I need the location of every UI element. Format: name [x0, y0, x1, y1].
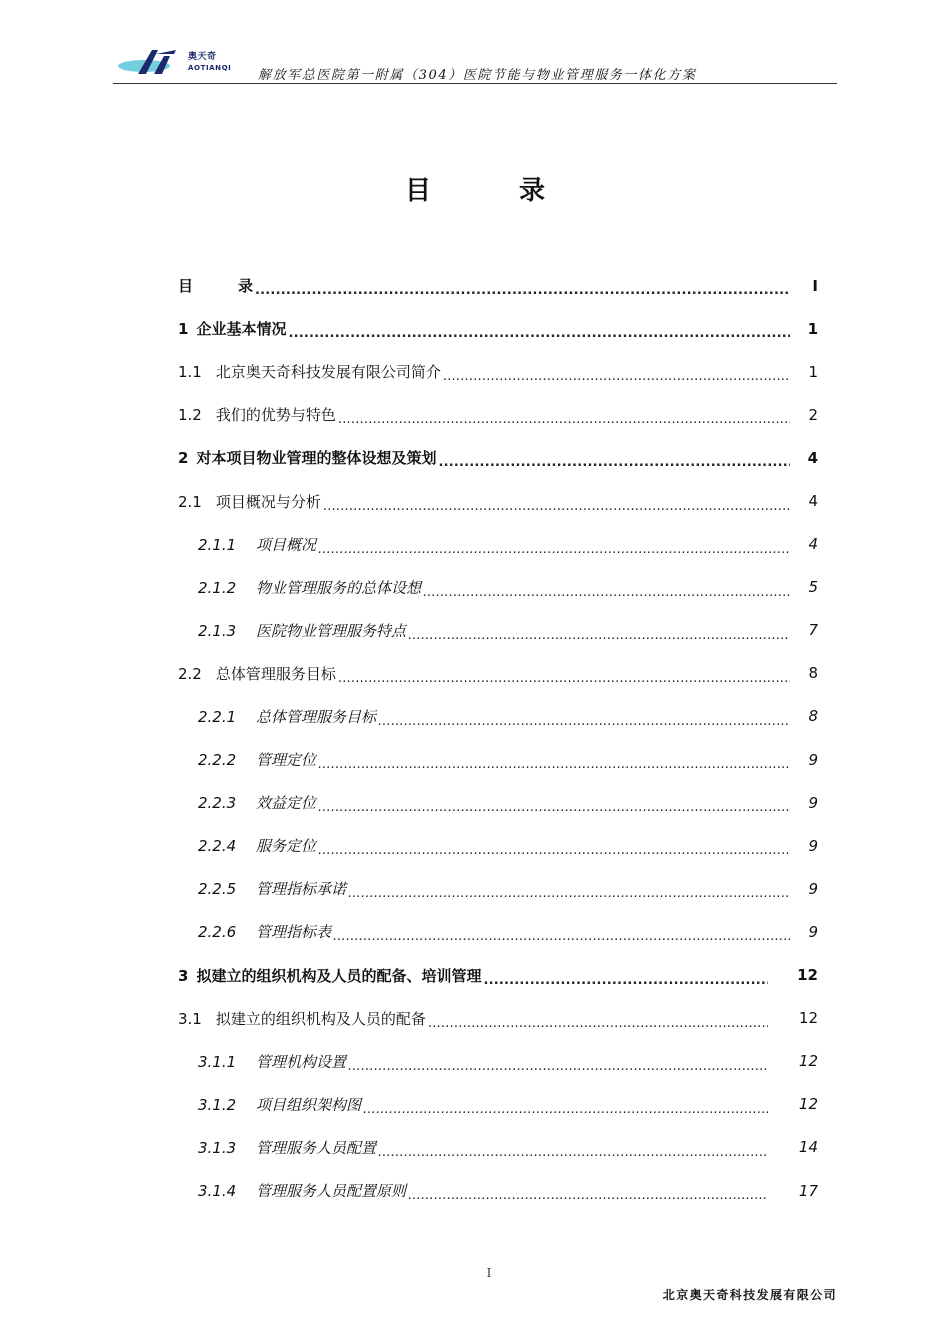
toc-entry-title: 医院物业管理服务特点	[256, 621, 407, 640]
toc-entry-page: 9	[808, 922, 818, 941]
toc-entry[interactable]	[178, 997, 818, 1040]
toc-entry-number: 2.2.1	[198, 707, 237, 726]
toc-entry-page: 9	[808, 879, 818, 898]
toc-entry-text	[198, 1180, 406, 1201]
toc-entry-number: 2.1	[178, 492, 202, 511]
toc-dot-leader	[408, 1187, 768, 1202]
toc-entry-page: 4	[808, 535, 818, 554]
toc-entry[interactable]	[178, 609, 818, 652]
toc-entry-title: 总体管理服务目标	[215, 664, 336, 683]
toc-entry-title: 项目概况与分析	[215, 492, 321, 511]
toc-entry-number: 2.2	[178, 664, 202, 683]
toc-entry-page: 8	[808, 664, 818, 683]
toc-entry-number: 2.2.5	[198, 880, 237, 899]
toc-entry-text	[198, 878, 346, 899]
toc-entry-title: 北京奥天奇科技发展有限公司简介	[215, 363, 441, 382]
toc-dot-leader	[288, 325, 790, 340]
toc-entry-page: 9	[808, 793, 818, 812]
toc-entry-text	[198, 620, 406, 641]
toc-entry-page: 12	[798, 1009, 818, 1028]
toc-entry-page: I	[812, 276, 818, 295]
document-title: 解放军总医院第一附属（304）医院节能与物业管理服务一体化方案	[258, 68, 697, 83]
toc-dot-leader	[338, 670, 790, 685]
toc-entry-text	[178, 361, 441, 382]
toc-entry-text	[178, 965, 481, 986]
toc-entry-number: 2.1.2	[198, 578, 237, 597]
toc-entry[interactable]	[178, 910, 818, 953]
toc-entry-number: 2.1.3	[198, 621, 237, 640]
toc-dot-leader	[438, 454, 790, 469]
toc-heading: 目录	[404, 176, 633, 206]
toc-entry-text	[178, 1008, 426, 1029]
toc-entry-number: 2.2.3	[198, 794, 237, 813]
toc-entry[interactable]	[178, 436, 818, 479]
toc-entry[interactable]	[178, 867, 818, 910]
toc-entry-title: 服务定位	[256, 837, 317, 856]
toc-dot-leader	[323, 498, 790, 513]
toc-entry-text	[178, 491, 321, 512]
toc-entry-title: 效益定位	[256, 794, 317, 813]
toc-entry-text	[198, 835, 316, 856]
toc-dot-leader	[378, 713, 790, 728]
toc-entry[interactable]	[178, 566, 818, 609]
toc-entry[interactable]	[178, 350, 818, 393]
toc-entry-title: 管理指标表	[256, 923, 332, 942]
toc-entry-number: 3.1	[178, 1009, 202, 1028]
toc-dot-leader	[318, 541, 790, 556]
toc-entry-title: 物业管理服务的总体设想	[256, 578, 422, 597]
toc-entry-text	[198, 792, 316, 813]
toc-entry-title: 拟建立的组织机构及人员的配备	[215, 1009, 426, 1028]
toc-entry[interactable]	[178, 479, 818, 522]
toc-entry-text	[198, 921, 331, 942]
toc-entry-number: 3.1.1	[198, 1052, 237, 1071]
toc-dot-leader	[443, 368, 790, 383]
toc-entry-text	[198, 577, 421, 598]
toc-entry[interactable]	[178, 738, 818, 781]
toc-dot-leader	[348, 1058, 768, 1073]
toc-dot-leader	[333, 928, 790, 943]
toc-entry-title: 总体管理服务目标	[256, 707, 377, 726]
toc-entry[interactable]	[178, 695, 818, 738]
toc-entry[interactable]	[178, 954, 818, 997]
toc-entry[interactable]	[178, 523, 818, 566]
toc-entry-page: 2	[808, 405, 818, 424]
toc-dot-leader	[255, 282, 790, 297]
toc-entry-title: 企业基本情况	[196, 320, 287, 339]
toc-entry-text	[198, 534, 316, 555]
toc-entry-page: 4	[808, 492, 818, 511]
toc-dot-leader	[428, 1015, 768, 1030]
toc-entry-page: 12	[798, 1052, 818, 1071]
toc-entry-page: 1	[808, 362, 818, 381]
toc-entry-title: 项目概况	[256, 535, 317, 554]
toc-entry-number: 2	[178, 449, 189, 468]
toc-entry-page: 8	[808, 707, 818, 726]
toc-entry-text	[198, 1137, 376, 1158]
toc-dot-leader	[363, 1101, 768, 1116]
toc-entry-number: 2.1.1	[198, 535, 237, 554]
toc-entry-text	[178, 447, 436, 468]
toc-entry-number: 1.2	[178, 406, 202, 425]
toc-entry-number: 3	[178, 966, 189, 985]
toc-dot-leader	[318, 756, 790, 771]
toc-entry[interactable]	[178, 393, 818, 436]
toc-entry[interactable]	[178, 264, 818, 307]
toc-dot-leader	[423, 584, 790, 599]
toc-dot-leader	[408, 627, 790, 642]
toc-entry-text	[178, 404, 336, 425]
company-logo	[116, 46, 236, 78]
toc-entry-text	[198, 1051, 346, 1072]
toc-entry-text	[178, 275, 253, 296]
toc-entry-title: 管理指标承诺	[256, 880, 347, 899]
toc-dot-leader	[378, 1144, 768, 1159]
toc-entry-title: 目 录	[178, 277, 254, 296]
toc-entry-text	[178, 663, 336, 684]
toc-entry-number: 3.1.2	[198, 1095, 237, 1114]
toc-entry-page: 5	[808, 578, 818, 597]
toc-dot-leader	[348, 885, 790, 900]
toc-entry[interactable]	[178, 652, 818, 695]
toc-entry[interactable]	[178, 1169, 818, 1212]
toc-entry-page: 14	[798, 1138, 818, 1157]
toc-entry-title: 项目组织架构图	[256, 1095, 362, 1114]
toc-entry-page: 12	[797, 966, 818, 985]
toc-dot-leader	[318, 842, 790, 857]
toc-entry[interactable]	[178, 307, 818, 350]
footer-company-name: 北京奥天奇科技发展有限公司	[662, 1288, 837, 1302]
toc-entry-number: 3.1.3	[198, 1138, 237, 1157]
toc-entry-number: 3.1.4	[198, 1182, 237, 1201]
toc-entry-title: 管理机构设置	[256, 1052, 347, 1071]
toc-entry-title: 我们的优势与特色	[215, 406, 336, 425]
page-number: I	[486, 1266, 492, 1280]
toc-entry[interactable]	[178, 781, 818, 824]
table-of-contents	[178, 264, 818, 1212]
toc-entry-text	[178, 318, 286, 339]
toc-entry-number: 1	[178, 320, 189, 339]
toc-entry[interactable]	[178, 1083, 818, 1126]
toc-entry[interactable]	[178, 1126, 818, 1169]
toc-entry-text	[198, 706, 376, 727]
toc-entry-page: 9	[808, 750, 818, 769]
toc-entry-page: 1	[807, 319, 818, 338]
toc-entry-page: 4	[807, 448, 818, 467]
toc-entry-title: 管理服务人员配置原则	[256, 1182, 407, 1201]
toc-entry-page: 9	[808, 836, 818, 855]
toc-entry-text	[198, 1094, 361, 1115]
logo-english-name: AOTIANQI	[188, 64, 232, 72]
toc-entry[interactable]	[178, 1040, 818, 1083]
toc-entry-number: 2.2.4	[198, 837, 237, 856]
toc-entry-page: 12	[798, 1095, 818, 1114]
toc-entry-page: 17	[798, 1181, 818, 1200]
toc-entry-title: 管理定位	[256, 751, 317, 770]
toc-dot-leader	[483, 972, 768, 987]
toc-entry-number: 2.2.2	[198, 751, 237, 770]
toc-entry-number: 1.1	[178, 363, 202, 382]
toc-entry-title: 对本项目物业管理的整体设想及策划	[196, 449, 437, 468]
logo-chinese-name: 奥天奇	[188, 52, 217, 62]
toc-dot-leader	[338, 411, 790, 426]
toc-entry-title: 拟建立的组织机构及人员的配备、培训管理	[196, 966, 482, 985]
toc-entry-title: 管理服务人员配置	[256, 1138, 377, 1157]
toc-entry-text	[198, 749, 316, 770]
toc-dot-leader	[318, 799, 790, 814]
toc-entry-number: 2.2.6	[198, 923, 237, 942]
toc-entry-page: 7	[808, 621, 818, 640]
toc-entry[interactable]	[178, 824, 818, 867]
header-divider	[113, 83, 837, 84]
logo-mark-icon	[116, 46, 188, 78]
